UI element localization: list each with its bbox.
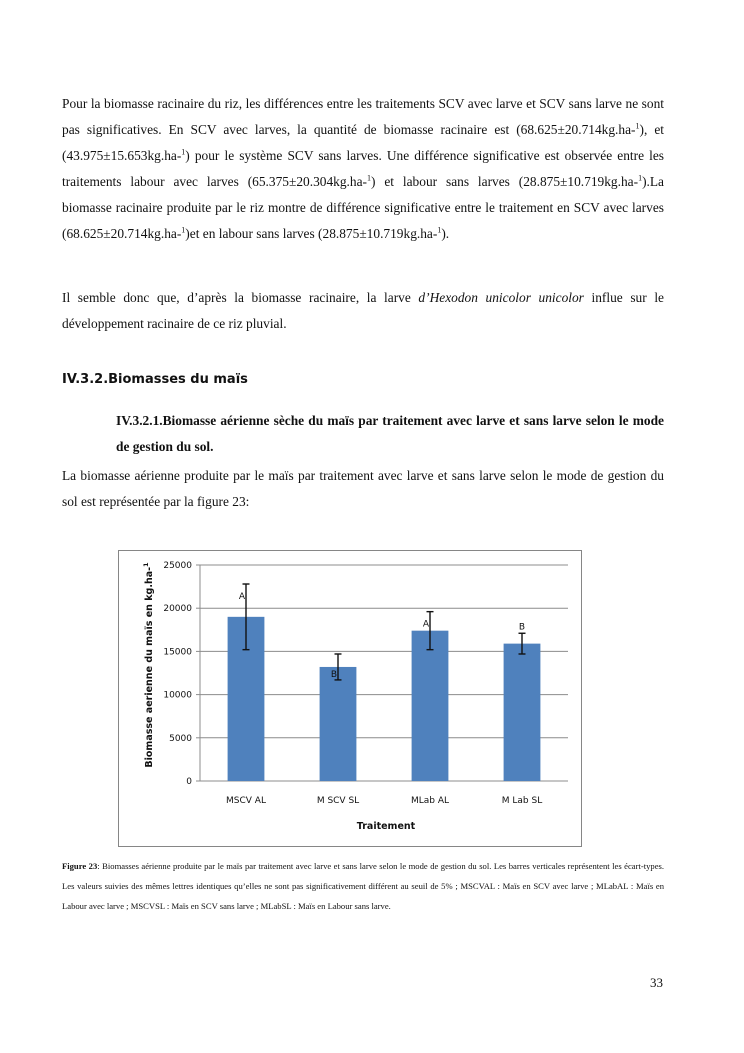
p1-text-4: ) et labour sans larves (28.875±10.719kg.ha- (371, 174, 639, 189)
p1-text-3: ) pour le système SCV sans larves. Une différence significative est observée entre les traitements labour avec larves (65.375±20.304kg.ha- (62, 148, 664, 189)
p1-sup-6: 1 (437, 225, 442, 235)
p1-text-5: ).La biomasse racinaire produite par le riz montre de différence significative entre le traitement en SCV avec larves (68.625±20.714kg.ha- (62, 174, 664, 241)
x-axis-title: Traitement (356, 821, 416, 832)
subsection-heading: IV.3.2.1.Biomasse aérienne sèche du maïs par traitement avec larve et sans larve selon le mode de gestion du sol. (116, 413, 664, 454)
p2-text-after: influe sur le développement racinaire de ce riz pluvial. (62, 290, 664, 331)
p1-sup-5: 1 (181, 225, 186, 235)
y-axis-title-sup: 1 (142, 562, 150, 567)
p2-text-before: Il semble donc que, d’après la biomasse racinaire, la larve (62, 290, 419, 305)
p1-sup-1: 1 (635, 121, 640, 131)
paragraph-conclusion (62, 285, 664, 337)
y-axis-title-text: Biomasse aerienne du maïs en kg.ha- (144, 566, 155, 768)
figure-23-chart (118, 550, 582, 847)
p1-text-2: ), et (43.975±15.653kg.ha- (62, 122, 664, 163)
chart-svg (118, 550, 582, 847)
y-tick-label: 15000 (163, 647, 192, 658)
caption-text: : Biomasses aérienne produite par le maïs par traitement avec larve et sans larve selon le mode de gestion du sol. Les barres verticales représentent les écart-types. Les valeurs suivies des mêmes lettres identiques qu’elles ne sont pas significativement différent au seuil de 5% ; MSCVAL : Maïs en SCV avec larve ; MLabAL : Maïs en Labour avec larve ; MSCVSL : Maïs en SCV sans larve ; MLabSL : Maïs en Labour sans larve. (62, 861, 664, 911)
y-tick-label: 0 (186, 777, 192, 787)
y-tick-label: 5000 (169, 733, 192, 744)
bar (412, 631, 449, 781)
p1-sup-3: 1 (367, 173, 372, 183)
bar (320, 667, 357, 781)
y-tick-label: 20000 (163, 604, 192, 615)
y-axis-title (142, 562, 155, 768)
paragraph-root-biomass (62, 91, 664, 247)
paragraph-figure-intro: La biomasse aérienne produite par le maïs par traitement avec larve et sans larve selon le mode de gestion du sol est représentée par la figure 23: (62, 468, 664, 509)
x-tick-label: MLab AL (410, 796, 450, 806)
x-tick-label: M SCV SL (316, 796, 360, 806)
section-heading: IV.3.2.Biomasses du maïs (62, 372, 248, 387)
significance-letter: B (518, 622, 526, 633)
x-tick-label: M Lab SL (501, 796, 543, 806)
species-name: d’Hexodon unicolor unicolor (418, 290, 584, 305)
p1-text-1: Pour la biomasse racinaire du riz, les différences entre les traitements SCV avec larve et SCV sans larve ne sont pas significatives. En SCV avec larves, la quantité de biomasse racinaire est (68.625±20.714kg.ha- (62, 96, 664, 137)
p1-text-6: )et en labour sans larves (28.875±10.719kg.ha- (185, 226, 438, 241)
y-tick-label: 25000 (163, 561, 192, 571)
y-tick-label: 10000 (163, 690, 192, 701)
significance-letter: A (238, 592, 246, 603)
figure-caption (62, 856, 664, 916)
bar (504, 644, 541, 781)
page-number: 33 (650, 975, 663, 990)
p1-sup-4: 1 (638, 173, 643, 183)
significance-letter: B (330, 669, 338, 680)
p1-sup-2: 1 (181, 147, 186, 157)
x-tick-label: MSCV AL (226, 796, 266, 806)
significance-letter: A (422, 619, 430, 630)
p1-text-7: ). (441, 226, 450, 241)
caption-label: Figure 23 (62, 861, 98, 871)
